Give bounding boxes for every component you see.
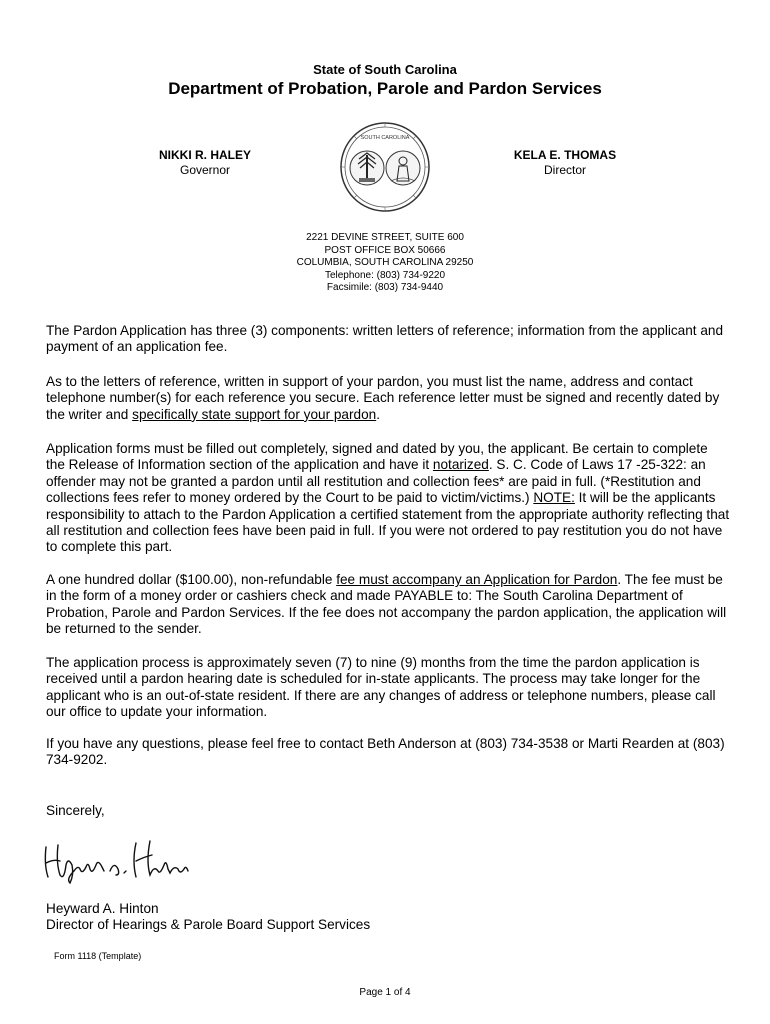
paragraph-components <box>46 323 730 356</box>
text-run: Application forms must be filled out completely, signed and dated by you, the applicant. Be certain to complete the Release of Information section of the application and have it <box>46 441 708 473</box>
seal-text: SOUTH CAROLINA <box>360 135 410 141</box>
address-line: POST OFFICE BOX 50666 <box>324 244 446 256</box>
signature-image <box>40 835 190 885</box>
director-title: Director <box>543 163 586 177</box>
telephone: Telephone: (803) 734-9220 <box>324 269 446 281</box>
paragraph-process <box>46 655 730 721</box>
note-label: NOTE: <box>533 490 575 506</box>
underlined-text: notarized <box>432 457 489 473</box>
text-run: It will be the applicants responsibility to attach to the Pardon Application a certified statement from the appropriate authority reflecting that all restitution and collection fees have been paid in full. If you were not ordered to pay restitution you do not have to complete this part. <box>46 490 730 555</box>
salutation: Sincerely, <box>46 803 105 818</box>
paragraph-application-forms <box>46 441 730 556</box>
signer-name: Heyward A. Hinton <box>46 901 159 916</box>
office-address <box>0 232 770 295</box>
paragraph-references <box>46 374 730 423</box>
paragraph-fee <box>46 572 730 638</box>
state-name: State of South Carolina <box>313 62 457 77</box>
governor-name: NIKKI R. HALEY <box>158 148 251 162</box>
text-run: . The fee must be in the form of a money order or cashiers check and made PAYABLE to: The South Carolina Department of Probation, Parole and Pardon Services. If the fee does not accompany the pardon application, the application will be returned to the sender. <box>46 572 727 637</box>
address-line: COLUMBIA, SOUTH CAROLINA 29250 <box>296 257 474 268</box>
paragraph-text: The application process is approximately seven (7) to nine (9) months from the time the pardon application is received until a pardon hearing date is scheduled for in-state applicants. The process may take longer for the applicant who is an out-of-state resident. If there are any changes of address or telephone numbers, please call our office to update your information. <box>46 655 716 720</box>
governor-block <box>120 148 290 178</box>
underlined-text: fee must accompany an Application for Pardon <box>336 572 618 587</box>
paragraph-contact <box>46 736 730 769</box>
text-run: A one hundred dollar ($100.00), non-refundable <box>46 572 337 587</box>
paragraph-text: The Pardon Application has three (3) components: written letters of reference; information from the applicant and payment of an application fee. <box>46 323 724 355</box>
address-line: 2221 DEVINE STREET, SUITE 600 <box>306 232 464 243</box>
form-number: Form 1118 (Template) <box>54 951 142 961</box>
text-run: As to the letters of reference, written in support of your pardon, you must list the name, address and contact telephone number(s) for each reference you secure. Each reference letter must be signed and recently dated by the writer and <box>46 374 720 422</box>
director-block <box>480 148 650 178</box>
state-seal-icon <box>339 121 431 213</box>
director-name: KELA E. THOMAS <box>513 148 617 162</box>
signer-title: Director of Hearings & Parole Board Support Services <box>46 917 371 933</box>
signer-block <box>46 901 730 934</box>
paragraph-text: If you have any questions, please feel free to contact Beth Anderson at (803) 734-3538 or Marti Rearden at (803) 734-9202. <box>46 736 725 768</box>
text-run: . <box>376 406 380 422</box>
facsimile: Facsimile: (803) 734-9440 <box>326 282 444 293</box>
text-run: . S. C. Code of Laws 17 -25-322: an offender may not be granted a pardon until all restitution and collection fees* are paid in full. (*Restitution and collections fees refer to money ordered by the Court to be paid to victim/victims.) <box>46 457 706 506</box>
underlined-text: specifically state support for your pardon <box>132 406 377 422</box>
governor-title: Governor <box>179 163 231 177</box>
page-number: Page 1 of 4 <box>359 987 411 998</box>
department-title: Department of Probation, Parole and Pardon Services <box>168 79 602 98</box>
